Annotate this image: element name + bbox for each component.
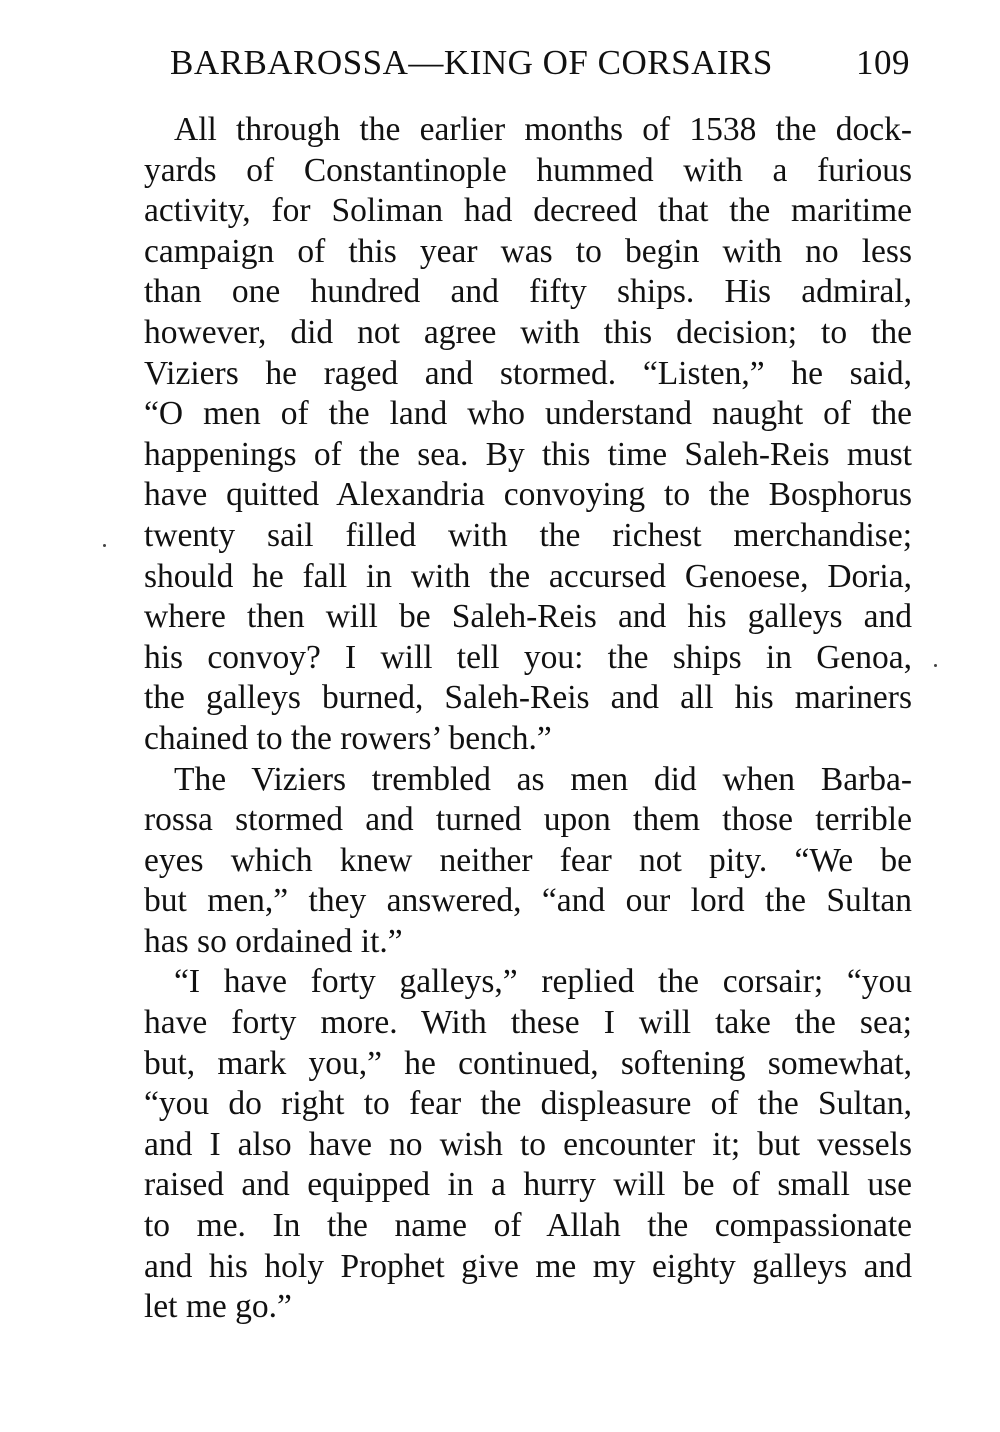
- text-line: to me. In the name of Allah the compassionate: [144, 1207, 912, 1245]
- text-line: have forty more. With these I will take the sea;: [144, 1004, 912, 1042]
- text-line: campaign of this year was to begin with no less: [144, 232, 912, 270]
- scan-speck: [934, 664, 937, 667]
- text-line: have quitted Alexandria convoying to the Bosphorus: [144, 476, 912, 514]
- running-header: [170, 38, 910, 88]
- text-line: raised and equipped in a hurry will be of small use: [144, 1166, 912, 1204]
- text-line: Viziers he raged and stormed. “Listen,” he said,: [144, 354, 912, 392]
- text-line: eyes which knew neither fear not pity. “We be: [144, 841, 912, 879]
- running-title: BARBAROSSA—KING OF CORSAIRS: [170, 43, 773, 82]
- text-line: “I have forty galleys,” replied the corsair; “you: [174, 963, 912, 1001]
- text-line: let me go.”: [144, 1288, 292, 1326]
- body-text: [144, 110, 912, 1328]
- text-line: and his holy Prophet give me my eighty galleys and: [144, 1247, 912, 1285]
- text-line: should he fall in with the accursed Genoese, Doria,: [144, 557, 912, 595]
- text-line: The Viziers trembled as men did when Barba-: [174, 760, 912, 798]
- text-line: activity, for Soliman had decreed that the maritime: [144, 192, 912, 230]
- text-line: where then will be Saleh-Reis and his galleys and: [144, 598, 912, 636]
- text-line: All through the earlier months of 1538 the dock-: [174, 111, 912, 148]
- text-line: than one hundred and fifty ships. His admiral,: [144, 273, 912, 311]
- page-number: 109: [856, 43, 910, 82]
- text-line: but, mark you,” he continued, softening somewhat,: [144, 1044, 912, 1082]
- text-line: but men,” they answered, “and our lord the Sultan: [144, 882, 912, 920]
- text-line: rossa stormed and turned upon them those terrible: [144, 801, 912, 839]
- text-line: and I also have no wish to encounter it; but vessels: [144, 1125, 912, 1163]
- text-line: the galleys burned, Saleh-Reis and all his mariners: [144, 679, 912, 717]
- text-line: happenings of the sea. By this time Saleh-Reis must: [144, 435, 912, 473]
- text-line: “O men of the land who understand naught of the: [144, 395, 912, 433]
- text-line: “you do right to fear the displeasure of the Sultan,: [144, 1085, 912, 1123]
- text-line: yards of Constantinople hummed with a furious: [144, 151, 912, 189]
- text-line: however, did not agree with this decision; to the: [144, 313, 912, 351]
- text-line: his convoy? I will tell you: the ships in Genoa,: [144, 638, 912, 676]
- text-line: twenty sail filled with the richest merchandise;: [144, 516, 912, 554]
- scan-speck: [103, 544, 106, 547]
- text-line: chained to the rowers’ bench.”: [144, 719, 552, 757]
- text-line: has so ordained it.”: [144, 922, 403, 960]
